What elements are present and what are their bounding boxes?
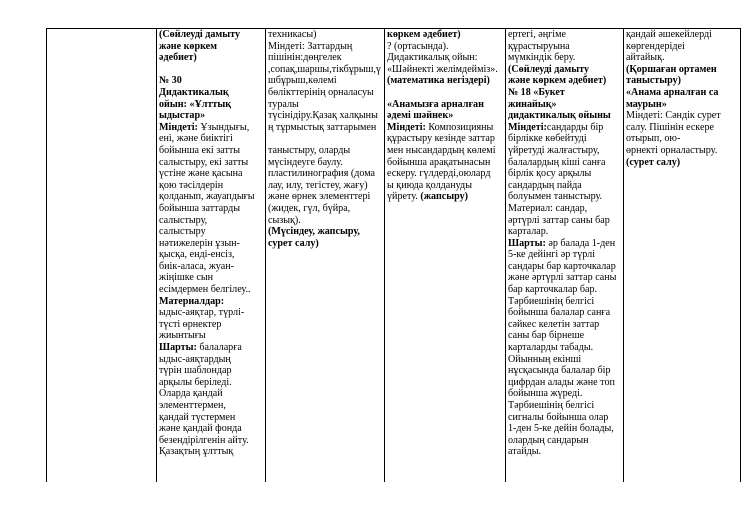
text-run: (Қоршаған ортамен [626,63,717,75]
text-run: № 18 «Букет [508,86,565,98]
text-run: балалардың кіші санға [508,156,606,168]
text-line [508,377,622,389]
text-line [268,52,384,64]
column-border [384,28,385,482]
text-line [508,400,622,412]
text-run: балаларға [199,342,242,354]
text-line [626,64,739,76]
text-run: ң тұрмыстық заттарымен [268,121,377,133]
text-line [626,29,739,41]
text-run: Міндеті: Заттардың [268,40,353,52]
text-run: салыстыру [159,226,206,238]
text-run: сигналы бойынша олар [508,411,609,423]
text-run: лау, илу, тегістеу, жағу) [268,179,368,191]
text-run: сурет салу) [268,237,319,249]
text-run: 1-ден 5-ке дейін болады, [508,423,614,435]
text-run: нәтижелерін ұзын- [159,237,240,249]
table-cell-col2 [268,29,384,482]
text-run: құрастыру кезінде заттар [387,133,495,145]
text-line [268,133,384,145]
text-line [508,203,622,215]
text-run: үстіне және қасына [159,168,243,180]
text-run: Міндеті: [508,121,547,133]
text-line [159,412,257,424]
column-border [505,28,506,482]
text-line [387,87,505,99]
text-run: биік-аласа, жуан- [159,260,234,272]
text-line [268,41,384,53]
text-line [508,284,622,296]
text-line [159,249,257,261]
text-run: 5-ке дейінгі әр түрлі [508,249,596,261]
text-line [387,157,505,169]
text-run: сәйкес келетін заттар [508,318,600,330]
text-line [159,296,257,308]
text-run: үйретуді жалғастыру, [508,144,600,156]
text-line [387,75,505,87]
text-line [159,145,257,157]
text-run: көркем әдебиет) [387,29,461,40]
text-run: нұсқасында балалар бір [508,365,611,377]
column-border [46,28,47,482]
text-line [159,446,257,458]
text-line [159,87,257,99]
text-line [387,191,505,203]
text-run: әдебиет) [159,52,197,64]
text-run: Қазақтың ұлттық [159,446,234,458]
text-run: бар карточкалар бар. [508,284,598,296]
text-run: қысқа, енді-енсіз, [159,249,235,261]
text-run: және көркем әдебиет) [508,75,607,87]
text-line [387,64,505,76]
text-line [508,319,622,331]
text-line [159,307,257,319]
text-line [387,133,505,145]
text-run: сандарды бір [546,121,604,133]
text-line [508,99,622,111]
text-run: көргендерідеі [626,40,685,52]
text-line [626,75,739,87]
text-run: Міндеті: Сәндік сурет [626,110,721,122]
text-run: ыдыс-аяқтардың [159,353,231,365]
text-line [508,412,622,424]
text-line [159,377,257,389]
text-run: ыдыс-аяқтар, түрлі- [159,307,245,319]
text-line [159,110,257,122]
text-line [268,29,384,41]
text-line [626,133,739,145]
text-line [159,319,257,331]
column-border [156,28,157,482]
text-line [159,400,257,412]
text-run: шбұрыш,көлемі [268,75,337,87]
text-run: Міндеті: [159,121,201,133]
text-run: (сурет салу) [626,156,681,168]
text-line [626,52,739,64]
text-line [387,180,505,192]
text-run: қолданып, жауапдығы [159,191,255,203]
table-cell-col3 [387,29,505,482]
text-run: әдемі шәйнек» [387,110,454,122]
text-line [159,133,257,145]
text-line [159,215,257,227]
text-run: Материал: сандар, [508,202,588,214]
text-run: «Анамызға арналған [387,98,484,110]
text-run: есімдермен белгілеу.. [159,284,251,296]
text-line [268,168,384,180]
text-line [508,388,622,400]
text-run: отырып, ою- [626,133,681,145]
text-run: туралы [268,98,299,110]
text-line [508,296,622,308]
text-line [508,87,622,99]
text-run: саны бар бірнеше [508,330,585,342]
text-run: атайды. [508,446,542,458]
text-run: түрін шаблондар [159,365,232,377]
text-line [159,342,257,354]
text-line [508,272,622,284]
text-run: техникасы) [268,29,317,40]
text-run: үйрету. [387,191,421,203]
text-run: салыстыру, екі затты [159,156,249,168]
text-run: (жидек, гүл, бүйра, [268,202,351,214]
text-line [387,145,505,157]
text-run: (Мүсіндеу, жапсыру, [268,226,360,238]
text-line [387,41,505,53]
text-line [508,215,622,227]
text-run: түсінідіру.Қазақ халқыны [268,110,378,122]
text-run: безендірілгенін айту. [159,434,249,446]
text-run: мүмкіндік беру. [508,52,576,64]
text-line [508,191,622,203]
text-line [159,272,257,284]
text-run: Дидактикалық [159,86,229,98]
text-line [508,226,622,238]
text-line [268,87,384,99]
text-run: ыдыстар» [159,110,206,122]
text-line [268,122,384,134]
text-run: және әртүрлі заттар саны [508,272,617,284]
text-line [508,168,622,180]
text-run: арқылы беріледі. [159,376,232,388]
text-run: салыстыру, [159,214,208,226]
text-run: дидактикалық ойыны [508,110,611,122]
text-line [268,64,384,76]
text-line [508,64,622,76]
text-line [159,365,257,377]
text-line [626,110,739,122]
text-line [268,180,384,192]
text-run: бойынша заттарды [159,202,241,214]
text-line [268,75,384,87]
text-line [508,354,622,366]
text-run: бойынша балалар санға [508,307,611,319]
text-line [268,157,384,169]
text-run: бірлік қосу арқылы [508,168,592,180]
text-run: бойынша жүреді. [508,388,583,400]
text-run: бөлікттерінің орналасуы [268,86,374,98]
text-line [508,29,622,41]
text-run: сандардың пайда [508,179,582,191]
text-line [268,110,384,122]
text-run: Шарты: [159,342,200,354]
text-line [159,226,257,238]
text-run: пішінін:дөңгелек [268,52,342,64]
text-run: Композицияны [428,121,494,133]
text-run: Ойынның екінші [508,353,582,365]
text-run: түсті өрнектер [159,318,222,330]
text-run: әртүрлі заттар саны бар [508,214,610,226]
text-line [626,41,739,53]
text-run: таныстыру) [626,75,682,87]
column-border [623,28,624,482]
text-line [508,180,622,192]
text-line [508,423,622,435]
text-run: жиынтығы [159,330,206,342]
text-line [159,99,257,111]
text-line [508,435,622,447]
text-line [387,122,505,134]
text-run: айтайық. [626,52,665,64]
text-line [508,110,622,122]
text-line [268,215,384,227]
text-run: Міндеті: [387,121,429,133]
text-run: ? (ортасында). [387,40,449,52]
text-line [508,307,622,319]
text-line [626,99,739,111]
text-line [508,249,622,261]
text-line [268,226,384,238]
text-run: Материалдар: [159,295,225,307]
text-line [159,284,257,296]
text-line [159,203,257,215]
text-line [159,29,257,41]
text-run: (Сөйлеуді дамыту [508,63,590,75]
text-line [626,157,739,169]
text-line [387,168,505,180]
text-run: Дидактикалық ойын: [387,52,478,64]
table-cell-col5 [626,29,739,482]
text-line [508,446,622,458]
text-line [387,99,505,111]
column-border [265,28,266,482]
text-run: бойынша арақатынасын [387,156,491,168]
text-line [508,342,622,354]
text-run: мүсіндеуге баулу. [268,156,343,168]
text-run: Ұзындығы, [200,121,250,133]
text-run: ы қиюда қолдануды [387,179,472,191]
text-run: цифрдан алады және топ [508,376,615,388]
text-line [508,238,622,250]
text-line [159,75,257,87]
text-run: Оларда қандай [159,388,223,400]
text-run: және көркем [159,40,218,52]
table-cell-col1 [159,29,257,482]
text-run: ені, және биіктігі [159,133,233,145]
table-cell-col4 [508,29,622,482]
text-line [626,122,739,134]
text-line [508,157,622,169]
text-line [508,261,622,273]
text-run: мен нысандардың көлемі [387,144,496,156]
text-run: «Шәйнекті желімдейміз». [387,63,498,75]
column-border [740,28,741,482]
text-run: қандай әшекейлерді [626,29,712,40]
text-run: Шарты: [508,237,549,249]
text-run: (математика негіздері) [387,75,490,87]
text-run: жинайық» [508,98,557,110]
text-run: бірлікке көбейтуді [508,133,587,145]
text-run: маурын» [626,98,667,110]
text-run: олардың сандарын [508,434,589,446]
text-run: пластилинография (дома [268,168,376,180]
text-line [159,435,257,447]
text-line [268,238,384,250]
text-run: сызық). [268,214,301,226]
text-line [159,238,257,250]
text-line [268,203,384,215]
text-run: таныстыру, оларды [268,144,351,156]
text-line [159,330,257,342]
text-line [159,261,257,273]
text-line [508,145,622,157]
text-run: қандай түстермен [159,411,236,423]
text-run: № 30 [159,75,182,87]
text-line [159,191,257,203]
text-line [159,354,257,366]
text-run: құрастыруына [508,40,570,52]
text-run: карталар. [508,226,549,238]
text-line [508,41,622,53]
text-line [387,52,505,64]
text-line [159,180,257,192]
text-run: сандары бар карточкалар [508,260,616,272]
text-run: ескеру. гүлдерді,оюлард [387,168,491,180]
text-run: ,сопақ,шаршы,тікбұрыш,ү [268,63,381,75]
text-run: ойын: «Ұлттық [159,98,232,110]
text-line [159,64,257,76]
text-run: әр балада 1-ден [548,237,616,249]
text-run: Тәрбиешінің белгісі [508,295,595,307]
text-run: «Анама арналған са [626,86,719,98]
text-run: және өрнек элементтері [268,191,371,203]
text-run: өрнекті орналастыру. [626,144,718,156]
text-line [159,388,257,400]
text-run: қою тәсілдерін [159,179,224,191]
text-line [159,52,257,64]
text-line [159,157,257,169]
text-line [508,330,622,342]
text-run: (жапсыру) [420,191,469,203]
text-line [268,191,384,203]
text-line [387,110,505,122]
text-run: Тәрбиешінің белгісі [508,400,595,411]
text-run: элементтермен, [159,400,226,411]
text-line [159,168,257,180]
text-line [508,133,622,145]
text-line [508,52,622,64]
text-run: жіңішке сын [159,272,214,284]
text-run: болуымен таныстыру. [508,191,603,203]
text-line [626,87,739,99]
text-line [626,145,739,157]
text-run: (Сөйлеуді дамыту [159,29,241,40]
text-run: карталарды табады. [508,342,594,354]
text-line [508,122,622,134]
text-run: және қандай фонда [159,423,242,435]
text-line [159,423,257,435]
text-line [387,29,505,41]
text-run: ертегі, әңгіме [508,29,566,40]
text-line [508,365,622,377]
text-line [268,145,384,157]
text-line [268,99,384,111]
text-run: салу. Пішінін ескере [626,121,714,133]
text-line [508,75,622,87]
text-run: бойынша екі затты [159,144,241,156]
text-line [159,41,257,53]
text-line [159,122,257,134]
